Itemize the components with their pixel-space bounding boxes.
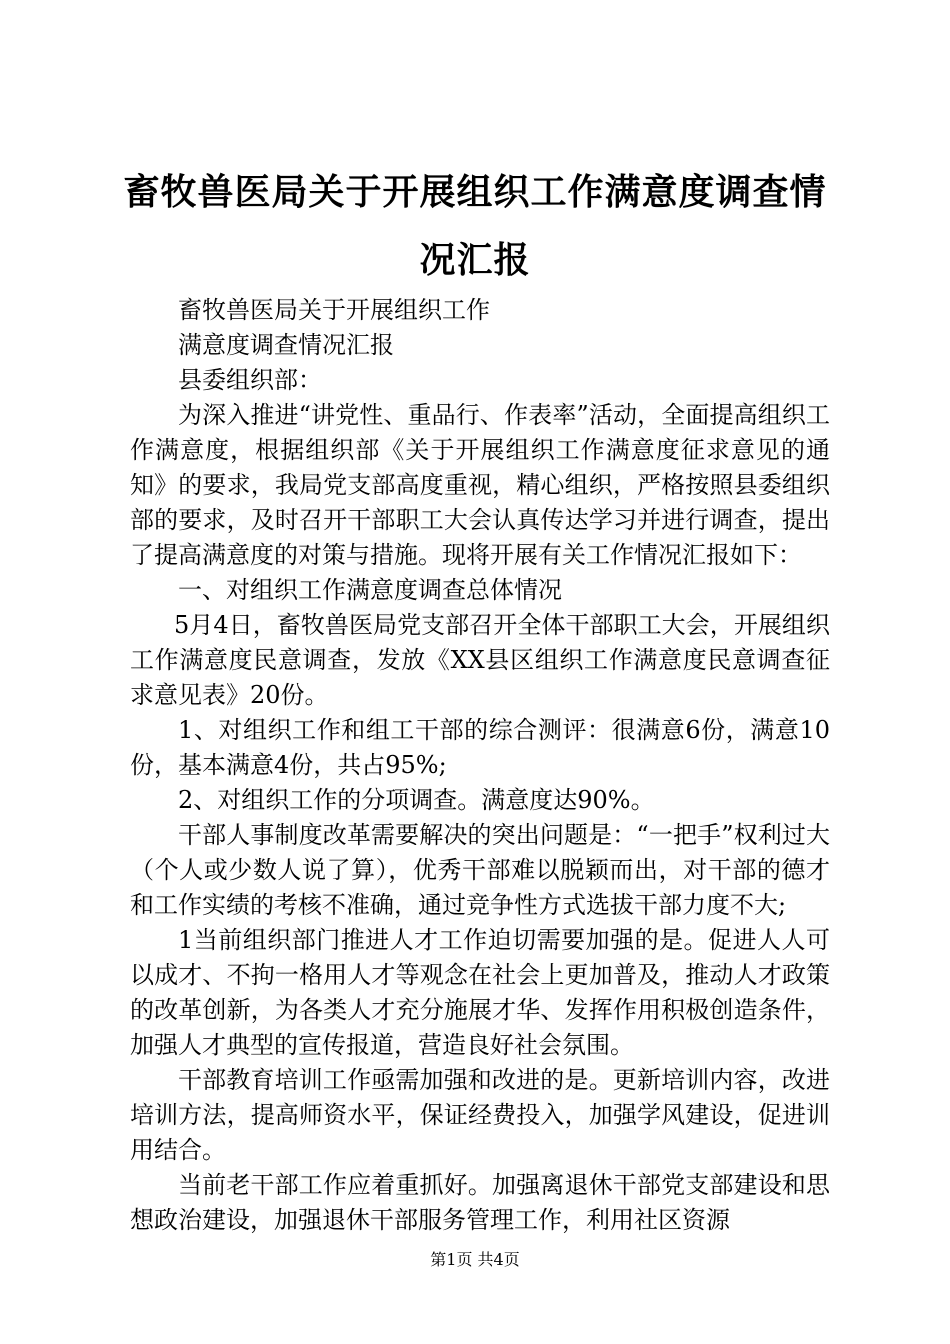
- paragraph-itemized: 2、对组织工作的分项调查。满意度达90%。: [178, 786, 655, 814]
- document-title: 畜牧兽医局关于开展组织工作满意度调查情况汇报: [123, 171, 827, 281]
- paragraph-talent-work: 1当前组织部门推进人才工作迫切需要加强的是。促进人人可以成才、不拘一格用人才等观念在社会上更加普及，推动人才政策的改革创新，为各类人才充分施展才华、发挥作用积极创造条件，加强人才典型的宣传报道，营造良好社会氛围。: [130, 926, 830, 1059]
- page-footer: 第1页 共4页: [430, 1250, 520, 1269]
- paragraph-intro: 为深入推进“讲党性、重品行、作表率”活动，全面提高组织工作满意度，根据组织部《关于开展组织工作满意度征求意见的通知》的要求，我局党支部高度重视，精心组织，严格按照县委组织部的要求，及时召开干部职工大会认真传达学习并进行调查，提出了提高满意度的对策与措施。现将开展有关工作情况汇报如下：: [130, 401, 830, 569]
- paragraph-evaluation: 1、对组织工作和组工干部的综合测评：很满意6份，满意10份，基本满意4份，共占95%;: [130, 716, 830, 779]
- paragraph-retired-cadres: 当前老干部工作应着重抓好。加强离退休干部党支部建设和思想政治建设，加强退休干部服务管理工作，利用社区资源: [130, 1171, 830, 1234]
- paragraph-meeting: 5月4日，畜牧兽医局党支部召开全体干部职工大会，开展组织工作满意度民意调查，发放《XX县区组织工作满意度民意调查征求意见表》20份。: [130, 611, 830, 709]
- paragraph-salutation: 县委组织部：: [178, 366, 322, 394]
- paragraph-section-1: 一、对组织工作满意度调查总体情况: [178, 576, 562, 604]
- paragraph-heading-line-2: 满意度调查情况汇报: [178, 331, 394, 359]
- paragraph-heading-line-1: 畜牧兽医局关于开展组织工作: [178, 296, 490, 324]
- paragraph-personnel-reform: 干部人事制度改革需要解决的突出问题是：“一把手”权利过大（个人或少数人说了算），优秀干部难以脱颖而出，对干部的德才和工作实绩的考核不准确，通过竞争性方式选拔干部力度不大;: [130, 821, 830, 919]
- document-body: [130, 293, 830, 1238]
- paragraph-training: 干部教育培训工作亟需加强和改进的是。更新培训内容，改进培训方法，提高师资水平，保证经费投入，加强学风建设，促进训用结合。: [130, 1066, 830, 1164]
